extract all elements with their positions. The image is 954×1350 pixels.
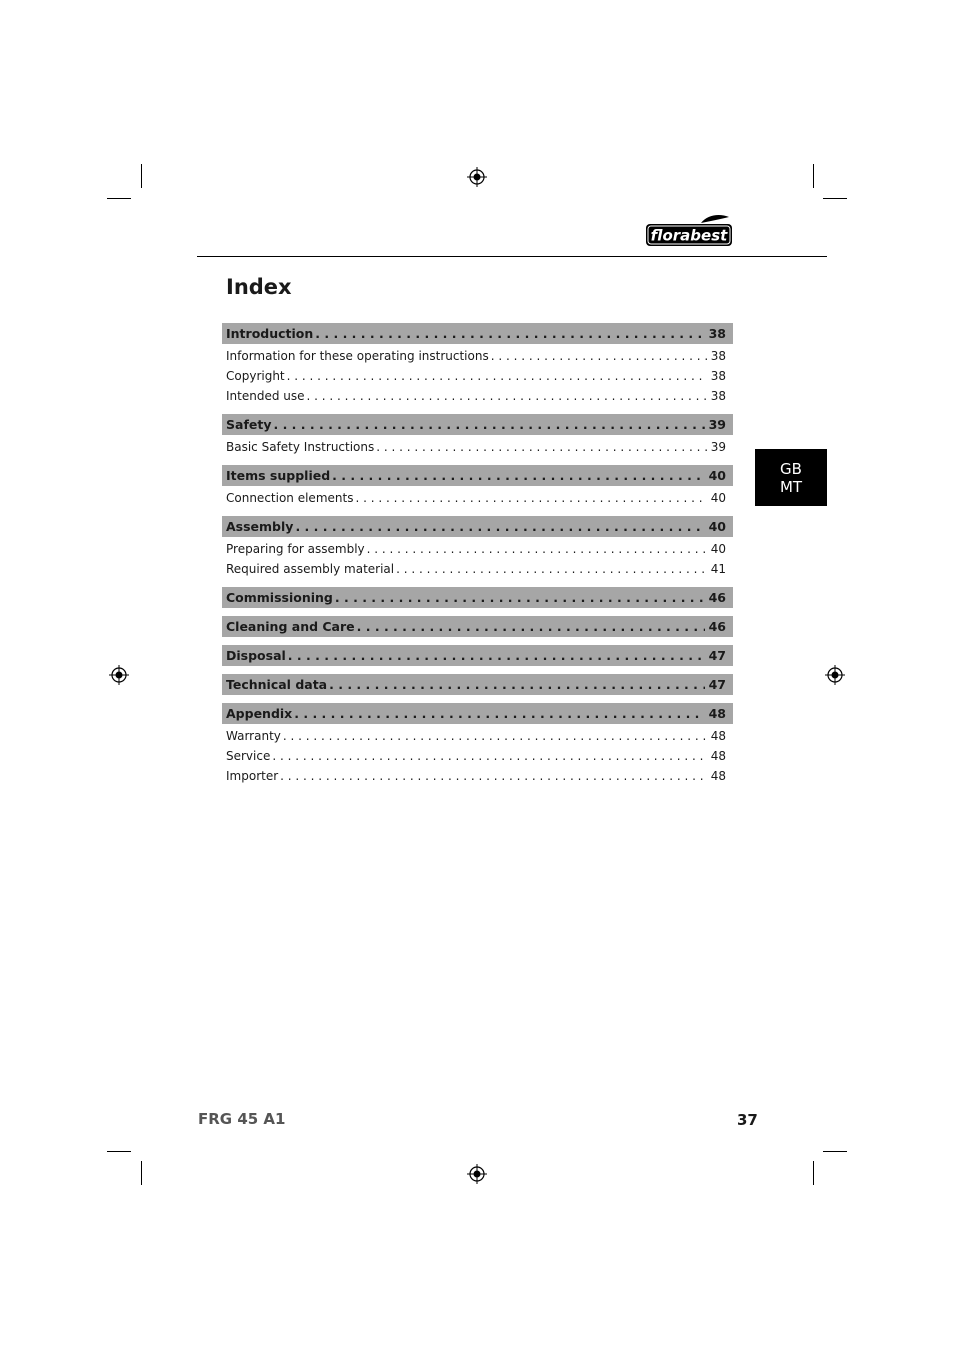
toc-entry bbox=[222, 559, 733, 579]
registration-mark-icon bbox=[825, 665, 845, 685]
toc-leader-dots bbox=[355, 491, 706, 505]
toc-section-page: 47 bbox=[708, 648, 726, 663]
toc-entry bbox=[222, 437, 733, 457]
language-code: MT bbox=[779, 477, 803, 496]
crop-mark bbox=[141, 164, 142, 188]
toc-leader-dots bbox=[357, 619, 705, 634]
model-number: FRG 45 A1 bbox=[198, 1110, 286, 1128]
toc-entry bbox=[222, 746, 733, 766]
header-rule bbox=[197, 256, 827, 257]
toc-entry-page: 38 bbox=[710, 369, 726, 383]
language-code: GB bbox=[780, 459, 802, 478]
toc-section-page: 46 bbox=[708, 590, 726, 605]
toc-section-page: 48 bbox=[708, 706, 726, 721]
toc-leader-dots bbox=[273, 417, 704, 432]
toc-leader-dots bbox=[295, 519, 704, 534]
toc-entry bbox=[222, 366, 733, 386]
toc-section bbox=[222, 465, 733, 486]
toc-section-title: Technical data bbox=[226, 677, 328, 692]
toc-entry-page: 39 bbox=[710, 440, 726, 454]
toc-entry-page: 40 bbox=[710, 491, 726, 505]
toc-entry-title: Service bbox=[226, 749, 271, 763]
toc-section-title: Appendix bbox=[226, 706, 293, 721]
toc-entry-title: Required assembly material bbox=[226, 562, 395, 576]
toc-section-page: 40 bbox=[708, 519, 726, 534]
toc-section bbox=[222, 587, 733, 608]
toc-section bbox=[222, 516, 733, 537]
toc-section-page: 46 bbox=[708, 619, 726, 634]
registration-mark-icon bbox=[467, 167, 487, 187]
crop-mark bbox=[107, 1151, 131, 1152]
toc-entry-title: Intended use bbox=[226, 389, 305, 403]
crop-mark bbox=[813, 164, 814, 188]
toc-entry bbox=[222, 488, 733, 508]
registration-mark-icon bbox=[109, 665, 129, 685]
page-title: Index bbox=[226, 275, 292, 299]
toc-section-page: 38 bbox=[708, 326, 726, 341]
crop-mark bbox=[813, 1161, 814, 1185]
toc-section-title: Assembly bbox=[226, 519, 294, 534]
toc-entry bbox=[222, 539, 733, 559]
crop-mark bbox=[107, 198, 131, 199]
language-tab bbox=[755, 449, 827, 506]
toc-section-title: Safety bbox=[226, 417, 272, 432]
toc-entry bbox=[222, 386, 733, 406]
toc-entry-page: 48 bbox=[710, 769, 726, 783]
toc-section bbox=[222, 323, 733, 344]
registration-mark-icon bbox=[467, 1164, 487, 1184]
toc-section-title: Items supplied bbox=[226, 468, 331, 483]
toc-section-title: Commissioning bbox=[226, 590, 333, 605]
toc-section-page: 39 bbox=[708, 417, 726, 432]
toc-leader-dots bbox=[294, 706, 704, 721]
toc-leader-dots bbox=[367, 542, 707, 556]
brand-logo bbox=[645, 213, 733, 247]
toc-section bbox=[222, 645, 733, 666]
toc-entry-page: 41 bbox=[710, 562, 726, 576]
toc-entry-page: 48 bbox=[710, 729, 726, 743]
toc-entry-page: 48 bbox=[710, 749, 726, 763]
table-of-contents bbox=[222, 323, 733, 786]
toc-leader-dots bbox=[491, 349, 707, 363]
page-number: 37 bbox=[737, 1111, 758, 1129]
toc-leader-dots bbox=[396, 562, 707, 576]
toc-entry-title: Warranty bbox=[226, 729, 281, 743]
toc-entry bbox=[222, 726, 733, 746]
toc-section-title: Disposal bbox=[226, 648, 286, 663]
toc-section bbox=[222, 674, 733, 695]
toc-leader-dots bbox=[335, 590, 705, 605]
toc-entry-title: Importer bbox=[226, 769, 279, 783]
toc-entry-title: Preparing for assembly bbox=[226, 542, 365, 556]
toc-section-title: Cleaning and Care bbox=[226, 619, 355, 634]
toc-section bbox=[222, 703, 733, 724]
toc-leader-dots bbox=[307, 389, 707, 403]
toc-leader-dots bbox=[332, 468, 704, 483]
toc-leader-dots bbox=[376, 440, 706, 454]
toc-leader-dots bbox=[329, 677, 704, 692]
toc-leader-dots bbox=[283, 729, 707, 743]
brand-logo-text: florabest bbox=[650, 226, 728, 245]
crop-mark bbox=[823, 198, 847, 199]
toc-entry-title: Copyright bbox=[226, 369, 285, 383]
toc-entry-page: 38 bbox=[710, 349, 726, 363]
toc-section bbox=[222, 414, 733, 435]
toc-leader-dots bbox=[287, 369, 707, 383]
toc-section-title: Introduction bbox=[226, 326, 314, 341]
toc-entry-title: Information for these operating instructions bbox=[226, 349, 489, 363]
crop-mark bbox=[823, 1151, 847, 1152]
toc-entry-page: 40 bbox=[710, 542, 726, 556]
toc-entry bbox=[222, 766, 733, 786]
toc-section bbox=[222, 616, 733, 637]
toc-leader-dots bbox=[315, 326, 704, 341]
toc-leader-dots bbox=[280, 769, 707, 783]
toc-entry-title: Connection elements bbox=[226, 491, 354, 505]
toc-section-page: 40 bbox=[708, 468, 726, 483]
crop-mark bbox=[141, 1161, 142, 1185]
toc-entry-page: 38 bbox=[710, 389, 726, 403]
toc-section-page: 47 bbox=[708, 677, 726, 692]
toc-entry bbox=[222, 346, 733, 366]
toc-entry-title: Basic Safety Instructions bbox=[226, 440, 375, 454]
toc-leader-dots bbox=[272, 749, 706, 763]
toc-leader-dots bbox=[288, 648, 705, 663]
